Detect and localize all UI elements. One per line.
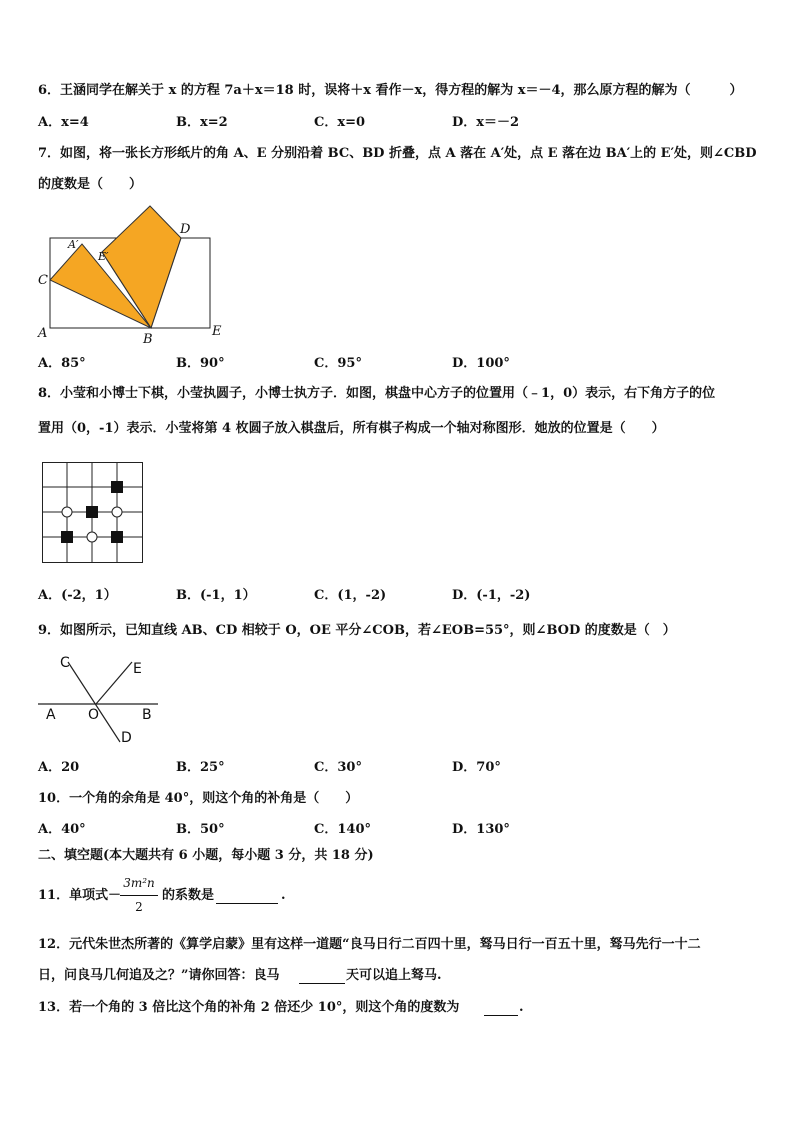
section-heading-fill-in: 二、填空题(本大题共有 6 小题，每小题 3 分，共 18 分) (38, 848, 374, 863)
q8-round-piece (62, 507, 72, 517)
q8-round-piece (112, 507, 122, 517)
q6-option-a[interactable]: A．x=4 (38, 115, 89, 130)
q8-stem-line1: 8．小莹和小博士下棋，小莹执圆子，小博士执方子．如图，棋盘中心方子的位置用（﹣1，0）表示，右下角方子的位 (38, 386, 716, 401)
q7-option-a[interactable]: A．85° (38, 356, 86, 371)
q8-option-c[interactable]: C．(1，-2) (314, 588, 387, 603)
q10-option-d[interactable]: D．130° (452, 822, 510, 837)
q9-label-c: C (60, 655, 70, 671)
q7-stem-line2: 的度数是（ ） (38, 177, 143, 192)
q13-period: . (519, 1000, 524, 1015)
q9-option-a[interactable]: A．20 (38, 760, 80, 775)
q11-numerator: 3m²n (123, 876, 155, 890)
q8-option-b[interactable]: B．(-1，1） (176, 588, 256, 603)
q8-square-piece (86, 506, 98, 518)
q7-label-a: A (38, 326, 48, 341)
q9-intersecting-lines (38, 650, 168, 750)
q13-answer-blank[interactable] (484, 1003, 518, 1016)
q8-option-d[interactable]: D．(-1，-2) (452, 588, 531, 603)
q8-stem-line2: 置用（0，-1）表示．小莹将第 4 枚圆子放入棋盘后，所有棋子构成一个轴对称图形．她放的位置是（ ） (38, 421, 665, 436)
q9-label-o: O (88, 707, 100, 723)
q9-label-e: E (133, 661, 142, 677)
q12-line2-end: 天可以追上驽马. (346, 968, 442, 983)
q12-line2-start: 日，问良马几何追及之？”请你回答：良马 (38, 968, 280, 983)
q10-stem: 10．一个角的余角是 40°，则这个角的补角是（ ） (38, 791, 359, 806)
q7-label-d: D (180, 222, 191, 237)
q10-option-c[interactable]: C．140° (314, 822, 371, 837)
q6-option-c[interactable]: C．x=0 (314, 115, 366, 130)
q11-answer-blank[interactable] (216, 891, 278, 904)
q9-option-c[interactable]: C．30° (314, 760, 362, 775)
q7-fold-figure (30, 200, 230, 345)
q11-period: . (281, 888, 286, 903)
q7-label-e: E (212, 324, 222, 339)
q9-label-d: D (121, 730, 132, 746)
q7-option-b[interactable]: B．90° (176, 356, 225, 371)
q7-option-d[interactable]: D．100° (452, 356, 510, 371)
q6-stem: 6．王涵同学在解关于 x 的方程 7a＋x＝18 时，误将＋x 看作－x，得方程的解为 x＝－4，那么原方程的解为（ ） (38, 83, 743, 98)
q9-label-b: B (142, 707, 152, 723)
q10-option-b[interactable]: B．50° (176, 822, 225, 837)
q9-stem: 9．如图所示，已知直线 AB、CD 相较于 O，OE 平分∠COB，若∠EOB=55°，则∠BOD 的度数是（ ） (38, 623, 676, 638)
q8-square-piece (111, 481, 123, 493)
q10-option-a[interactable]: A．40° (38, 822, 86, 837)
q9-line-cd (68, 662, 120, 742)
q9-label-a: A (46, 707, 56, 723)
q12-answer-blank[interactable] (299, 971, 345, 984)
q11-minus-sign: － (108, 888, 122, 903)
q7-label-a-prime: A′ (68, 238, 79, 251)
q7-stem-line1: 7．如图，将一张长方形纸片的角 A、E 分别沿着 BC、BD 折叠，点 A 落在 A′处，点 E 落在边 BA′上的 E′处，则∠CBD (38, 146, 757, 161)
q6-option-b[interactable]: B．x=2 (176, 115, 228, 130)
q8-chessboard (42, 462, 144, 564)
q7-option-c[interactable]: C．95° (314, 356, 362, 371)
q13-stem: 13．若一个角的 3 倍比这个角的补角 2 倍还少 10°，则这个角的度数为 (38, 1000, 460, 1015)
q7-label-b: B (143, 332, 153, 347)
q11-prefix: 11．单项式 (38, 888, 109, 903)
q9-option-b[interactable]: B．25° (176, 760, 225, 775)
q11-fraction-bar (120, 895, 158, 896)
q6-option-d[interactable]: D．x＝－2 (452, 115, 520, 130)
q11-suffix: 的系数是 (162, 888, 215, 903)
q8-square-piece (111, 531, 123, 543)
q12-line1: 12．元代朱世杰所著的《算学启蒙》里有这样一道题“良马日行二百四十里，驽马日行一百五十里，驽马先行一十二 (38, 937, 701, 952)
q8-round-piece (87, 532, 97, 542)
q11-denominator: 2 (135, 900, 143, 914)
q9-ray-oe (96, 662, 132, 704)
q7-label-e-prime: E′ (98, 250, 109, 263)
q7-label-c: C (38, 273, 48, 288)
q8-square-piece (61, 531, 73, 543)
q8-option-a[interactable]: A．(-2，1） (38, 588, 117, 603)
q9-option-d[interactable]: D．70° (452, 760, 501, 775)
